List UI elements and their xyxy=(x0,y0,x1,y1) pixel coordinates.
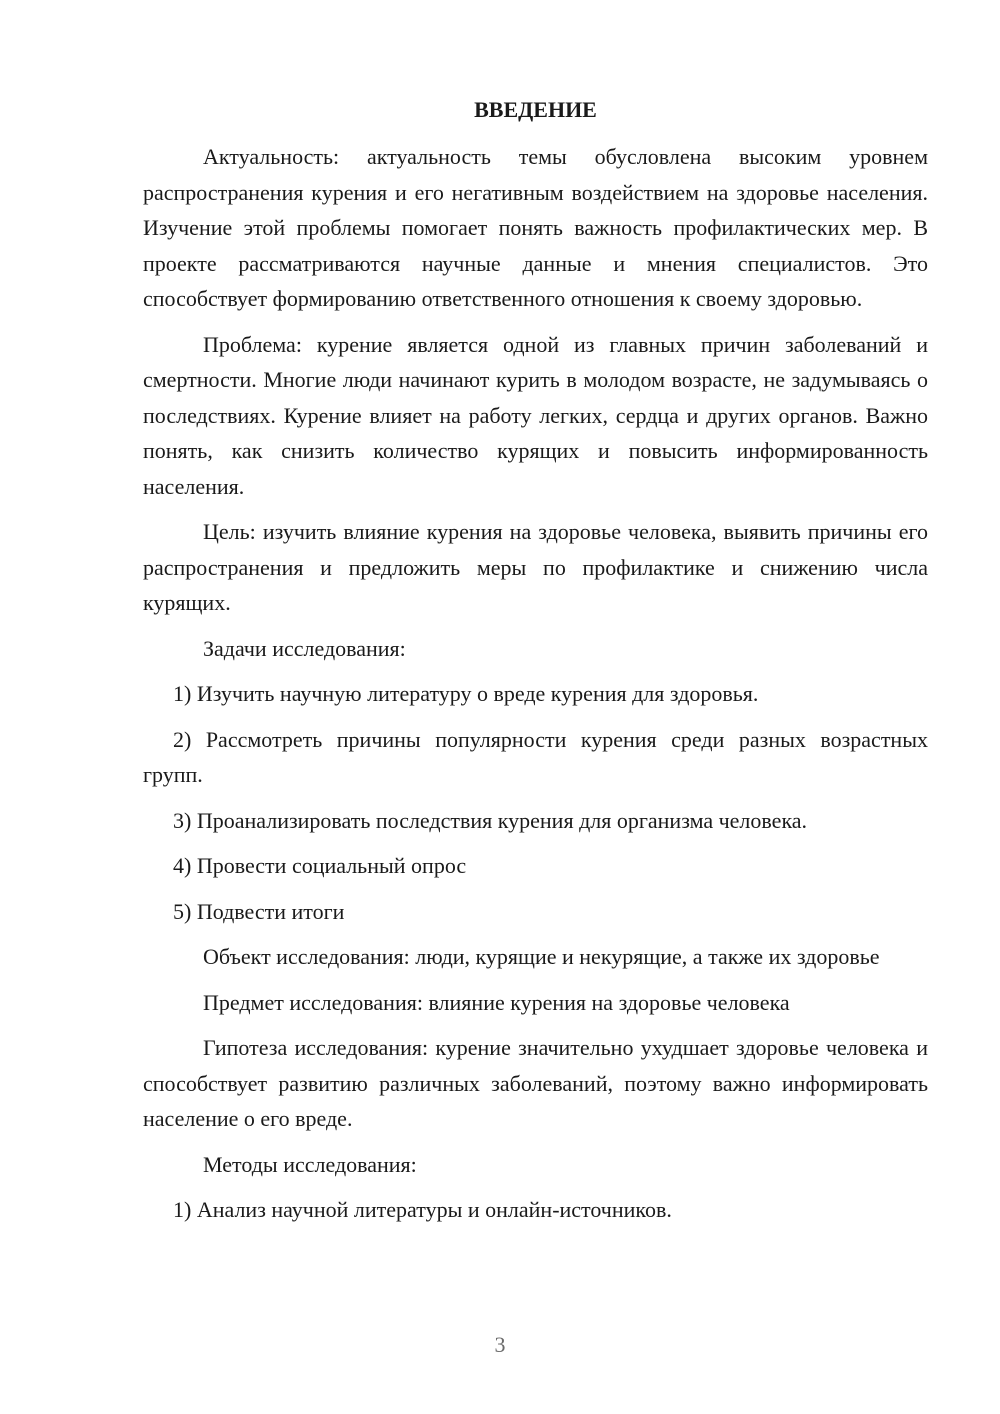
tasks-heading: Задачи исследования: xyxy=(203,635,406,661)
paragraph-relevance: Актуальность: актуальность темы обусловлена высоким уровнем распространения курения и его негативным воздействием на здоровье населения. Изучение этой проблемы помогает понять важность профилактических мер. В проекте рассматриваются научные данные и мнения специалистов. Это способствует формированию ответственного отношения к своему здоровью. xyxy=(143,144,928,311)
paragraph-goal: Цель: изучить влияние курения на здоровье человека, выявить причины его распространения и предложить меры по профилактике и снижению числа курящих. xyxy=(143,519,928,615)
task-item-2: 2) Рассмотреть причины популярности курения среди разных возрастных групп. xyxy=(143,726,928,787)
method-item-1: 1) Анализ научной литературы и онлайн-источников. xyxy=(173,1197,672,1222)
paragraph-subject: Предмет исследования: влияние курения на здоровье человека xyxy=(203,989,790,1015)
methods-heading: Методы исследования: xyxy=(203,1151,417,1177)
task-item-5: 5) Подвести итоги xyxy=(173,898,345,924)
document-page xyxy=(143,95,928,1238)
paragraph-problem: Проблема: курение является одной из главных причин заболеваний и смертности. Многие люди начинают курить в молодом возрасте, не задумываясь о последствиях. Курение влияет на работу легких, сердца и других органов. Важно понять, как снизить количество курящих и повысить информированность населения. xyxy=(143,331,928,499)
page-number: 3 xyxy=(494,1332,506,1357)
task-item-4: 4) Провести социальный опрос xyxy=(173,853,467,878)
paragraph-object: Объект исследования: люди, курящие и некурящие, а также их здоровье xyxy=(203,944,880,969)
task-item-1: 1) Изучить научную литературу о вреде курения для здоровья. xyxy=(173,681,759,706)
paragraph-hypothesis: Гипотеза исследования: курение значительно ухудшает здоровье человека и способствует развитию различных заболеваний, поэтому важно информировать население о его вреде. xyxy=(143,1035,928,1131)
task-item-3: 3) Проанализировать последствия курения для организма человека. xyxy=(173,807,808,833)
page-title: ВВЕДЕНИЕ xyxy=(474,97,597,122)
